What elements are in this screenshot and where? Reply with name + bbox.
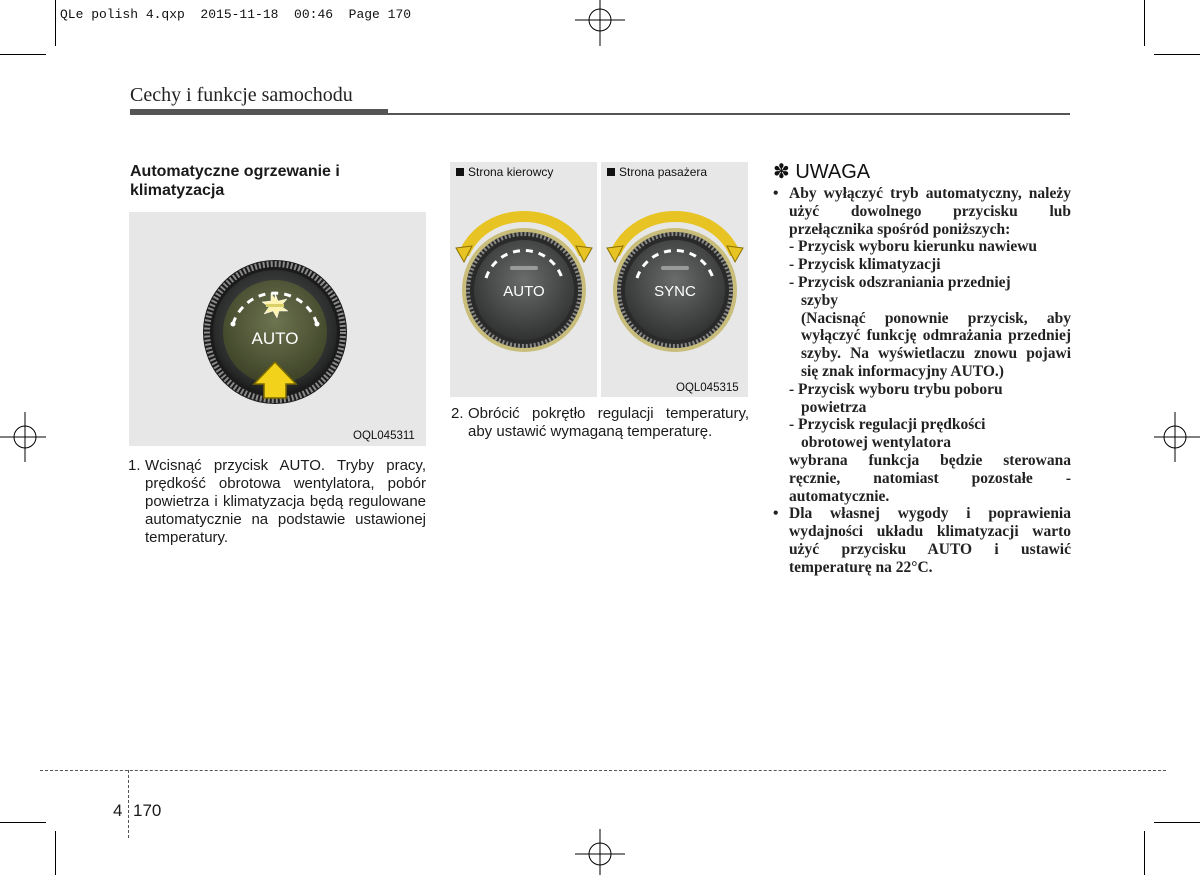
passenger-knob-illustration	[601, 162, 748, 397]
crop-mark	[1154, 822, 1200, 823]
step-1	[128, 457, 426, 547]
crop-mark	[55, 0, 56, 46]
auto-button-figure	[129, 212, 426, 446]
note-item: - Przycisk odszraniania przedniej	[789, 273, 1011, 291]
note-bullet-1	[773, 185, 1071, 238]
note-item: obrotowej wentylatora	[801, 434, 951, 452]
crop-mark	[55, 831, 56, 875]
crop-mark	[1144, 831, 1145, 875]
footer-dashed-rule	[40, 770, 1166, 771]
print-slug: QLe polish 4.qxp 2015-11-18 00:46 Page 170	[60, 7, 412, 22]
note-item: - Przycisk regulacji prędkości	[789, 416, 986, 434]
chapter-number: 4	[113, 801, 123, 820]
bullet-icon: •	[773, 185, 779, 202]
note-item: - Przycisk wyboru kierunku nawiewu	[789, 238, 1038, 256]
footer-dashed-divider	[128, 770, 129, 838]
note-bullet-1-intro: Aby wyłączyć tryb automatyczny, należy użyć dowolnego przycisku lub przełącznika spośród poniższych:	[789, 185, 1071, 238]
header-rule-thick	[130, 109, 388, 115]
left-heading: Automatyczne ogrzewanie i klimatyzacja	[130, 163, 340, 199]
driver-knob-illustration	[450, 162, 597, 397]
crop-mark	[0, 54, 46, 55]
note-item: powietrza	[801, 398, 867, 416]
step-number: 1.	[128, 457, 141, 474]
note-item: - Przycisk klimatyzacji	[789, 256, 941, 274]
svg-text:SYNC: SYNC	[654, 283, 696, 300]
driver-side-figure	[450, 162, 597, 397]
step-text: Wcisnąć przycisk AUTO. Tryby pracy, prędkość obrotowa wentylatora, pobór powietrza i klimatyzacja będą regulowane automatycznie na podstawie ustawionej temperatury.	[145, 457, 426, 546]
header-rule-thin	[388, 113, 1070, 115]
figure-code-middle: OQL045315	[676, 382, 739, 394]
passenger-caption: Strona pasażera	[607, 165, 707, 179]
note-item: - Przycisk wyboru trybu poboru	[789, 380, 1003, 398]
figure-code-left: OQL045311	[353, 430, 415, 442]
note-bullet-1-outro: wybrana funkcja będzie sterowana ręcznie, natomiast pozostałe - automatycznie.	[789, 451, 1071, 505]
step-text: Obrócić pokrętło regulacji temperatury, aby ustawić wymaganą temperaturę.	[468, 405, 749, 440]
note-bullet-2	[773, 505, 1071, 576]
driver-caption: Strona kierowcy	[456, 165, 553, 179]
page-number: 170	[133, 801, 162, 820]
note-bullet-2-text: Dla własnej wygody i poprawienia wydajności układu klimatyzacji warto użyć przycisku AUTO i ustawić temperaturę na 22°C.	[789, 505, 1071, 576]
section-title: Cechy i funkcje samochodu	[130, 84, 353, 106]
note-item: szyby	[801, 291, 839, 309]
registration-mark-top	[575, 0, 625, 46]
crop-mark	[0, 822, 46, 823]
crop-mark	[1154, 54, 1200, 55]
step-2	[451, 405, 749, 445]
crop-mark	[1144, 0, 1145, 46]
registration-mark-right	[1154, 412, 1200, 462]
svg-text:AUTO: AUTO	[251, 329, 299, 348]
bullet-icon: •	[773, 505, 779, 523]
registration-mark-bottom	[575, 829, 625, 875]
auto-button-illustration	[129, 212, 426, 446]
registration-mark-left	[0, 412, 46, 462]
note-item-paren: (Nacisnąć ponownie przycisk, aby wyłączyć funkcję odmrażania przedniej szyby. Na wyświetlaczu znowu pojawi się znak informacyjny AUTO.)	[801, 309, 1071, 380]
note-body	[773, 185, 1071, 577]
svg-text:AUTO: AUTO	[503, 283, 545, 300]
step-number: 2.	[451, 405, 464, 422]
passenger-side-figure	[601, 162, 748, 397]
note-title: ✽ UWAGA	[773, 161, 871, 183]
